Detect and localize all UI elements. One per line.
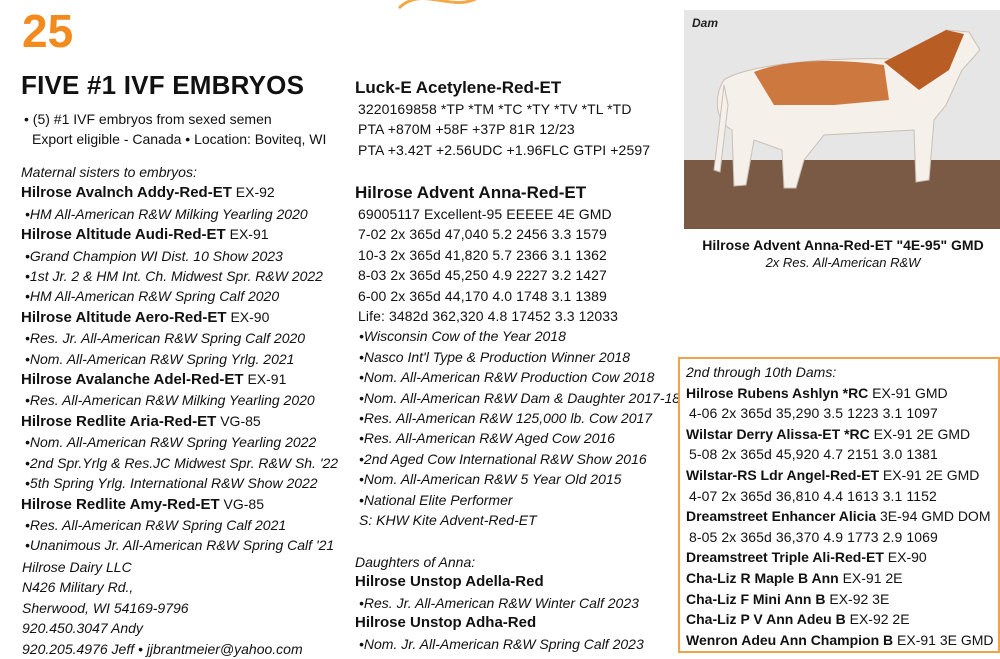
sister-score: VG-85 bbox=[216, 412, 261, 429]
ancestor-score: EX-91 3E GMD bbox=[893, 631, 994, 648]
dam-entry bbox=[686, 424, 998, 445]
sister-note: •Res. All-American R&W Spring Calf 2021 bbox=[25, 516, 287, 533]
ancestor-score: EX-90 bbox=[883, 549, 927, 566]
dam-sire-line: S: KHW Kite Advent-Red-ET bbox=[359, 512, 537, 529]
daughter-name: Hilrose Unstop Adha-Red bbox=[355, 614, 537, 632]
lot-headline: FIVE #1 IVF EMBRYOS bbox=[21, 70, 305, 100]
dam-section bbox=[355, 182, 680, 531]
contact-line: Hilrose Dairy LLC bbox=[22, 559, 132, 575]
daughters-heading: Daughters of Anna: bbox=[355, 554, 476, 570]
maternal-heading: Maternal sisters to embryos: bbox=[21, 164, 197, 180]
cow-illustration bbox=[684, 10, 1000, 229]
sister-note: •1st Jr. 2 & HM Int. Ch. Midwest Spr. R&W 2022 bbox=[25, 268, 323, 285]
dam-record: 10-3 2x 365d 41,820 5.7 2366 3.1 1362 bbox=[358, 246, 607, 263]
ancestor-name: Cha-Liz F Mini Ann B bbox=[686, 590, 826, 607]
dam-lifetime-record: Life: 3482d 362,320 4.8 17452 3.3 12033 bbox=[358, 308, 619, 325]
ancestor-score: EX-91 2E GMD bbox=[869, 425, 971, 442]
dams-heading: 2nd through 10th Dams: bbox=[686, 364, 837, 380]
ancestor-record: 5-08 2x 365d 45,920 4.7 2151 3.0 1381 bbox=[689, 446, 938, 463]
ancestor-record: 4-07 2x 365d 36,810 4.4 1613 3.1 1152 bbox=[689, 487, 937, 504]
daughter-note: •Nom. Jr. All-American R&W Spring Calf 2023 bbox=[359, 635, 644, 652]
ancestor-name: Hilrose Rubens Ashlyn *RC bbox=[686, 384, 869, 401]
ancestor-name: Cha-Liz R Maple B Ann bbox=[686, 569, 839, 586]
contact-email-line[interactable]: 920.205.4976 Jeff • jjbrantmeier@yahoo.com bbox=[22, 640, 303, 657]
ancestor-name: Wenron Adeu Ann Champion B bbox=[686, 631, 894, 648]
sister-note: •Res. Jr. All-American R&W Spring Calf 2020 bbox=[25, 330, 306, 347]
ancestor-score: 3E-94 GMD DOM bbox=[876, 508, 991, 525]
sire-line: PTA +870M +58F +37P 81R 12/23 bbox=[358, 121, 575, 138]
ancestor-score: EX-92 2E bbox=[845, 611, 910, 628]
dam-entry bbox=[686, 589, 998, 610]
dam-honor: •Res. All-American R&W Aged Cow 2016 bbox=[359, 430, 615, 447]
sister-note: •2nd Spr.Yrlg & Res.JC Midwest Spr. R&W Sh. '22 bbox=[25, 454, 339, 471]
dam-honor: •Nom. All-American R&W 5 Year Old 2015 bbox=[359, 471, 622, 488]
sister-name: Hilrose Redlite Aria-Red-ET bbox=[21, 412, 217, 430]
photo-label: Dam bbox=[692, 16, 719, 30]
ancestor-score: EX-91 2E GMD bbox=[879, 466, 980, 483]
offer-details bbox=[24, 109, 326, 150]
sister-entry bbox=[21, 411, 338, 432]
sister-score: VG-85 bbox=[219, 495, 265, 512]
sister-note: •HM All-American R&W Milking Yearling 2020 bbox=[25, 205, 308, 222]
sister-score: EX-91 bbox=[243, 371, 287, 388]
daughter-note: •Res. Jr. All-American R&W Winter Calf 2023 bbox=[359, 594, 639, 611]
dam-photo bbox=[684, 10, 1000, 229]
ancestor-score: EX-91 2E bbox=[838, 569, 903, 586]
dam-honor: •Res. All-American R&W 125,000 lb. Cow 2017 bbox=[359, 410, 653, 427]
dam-entry bbox=[686, 465, 998, 486]
sire-name: Luck-E Acetylene-Red-ET bbox=[355, 78, 562, 97]
ancestor-name: Wilstar-RS Ldr Angel-Red-ET bbox=[686, 466, 880, 483]
sister-note: •Nom. All-American R&W Spring Yearling 2022 bbox=[25, 434, 317, 451]
photo-caption-subtitle: 2x Res. All-American R&W bbox=[765, 255, 921, 270]
sire-line: 3220169858 *TP *TM *TC *TY *TV *TL *TD bbox=[358, 101, 632, 117]
ancestor-name: Dreamstreet Triple Ali-Red-ET bbox=[686, 549, 884, 566]
sister-name: Hilrose Redlite Amy-Red-ET bbox=[21, 495, 220, 513]
daughters-section bbox=[355, 552, 644, 654]
decorative-script-heading bbox=[395, 0, 605, 26]
ancestor-dams-box bbox=[678, 357, 1000, 653]
sister-score: EX-92 bbox=[231, 184, 275, 201]
contact-line: N426 Military Rd., bbox=[22, 579, 134, 596]
ancestor-record: 4-06 2x 365d 35,290 3.5 1223 3.1 1097 bbox=[689, 405, 938, 422]
sister-note: •Grand Champion WI Dist. 10 Show 2023 bbox=[25, 247, 283, 264]
dam-honor: •Wisconsin Cow of the Year 2018 bbox=[359, 328, 566, 345]
dam-entry bbox=[686, 630, 998, 651]
dam-record: 6-00 2x 365d 44,170 4.0 1748 3.1 1389 bbox=[358, 287, 607, 304]
ancestor-score: EX-91 GMD bbox=[868, 384, 948, 401]
photo-caption-title: Hilrose Advent Anna-Red-ET "4E-95" GMD bbox=[702, 237, 984, 253]
sire-section bbox=[355, 77, 650, 160]
dam-name: Hilrose Advent Anna-Red-ET bbox=[355, 183, 587, 202]
dam-entry bbox=[686, 383, 998, 404]
sister-entry bbox=[21, 182, 338, 203]
sister-note: •Nom. All-American R&W Spring Yrlg. 2021 bbox=[25, 350, 295, 367]
dam-record: 8-03 2x 365d 45,250 4.9 2227 3.2 1427 bbox=[358, 267, 607, 284]
contact-line: 920.450.3047 Andy bbox=[22, 620, 143, 637]
sire-line: PTA +3.42T +2.56UDC +1.96FLC GTPI +2597 bbox=[358, 141, 651, 158]
sister-note: •Unanimous Jr. All-American R&W Spring Calf '21 bbox=[25, 537, 335, 554]
ancestor-name: Dreamstreet Enhancer Alicia bbox=[686, 508, 877, 525]
ancestor-score: EX-92 3E bbox=[825, 590, 890, 607]
sister-entry bbox=[21, 307, 338, 328]
ancestor-name: Wilstar Derry Alissa-ET *RC bbox=[686, 425, 870, 442]
sister-name: Hilrose Avalnch Addy-Red-ET bbox=[21, 184, 232, 202]
offer-line-1: • (5) #1 IVF embryos from sexed semen bbox=[24, 111, 272, 127]
dam-record: 7-02 2x 365d 47,040 5.2 2456 3.3 1579 bbox=[358, 226, 607, 243]
contact-line: Sherwood, WI 54169-9796 bbox=[22, 599, 189, 616]
dam-honor: •Nasco Int'l Type & Production Winner 2018 bbox=[359, 348, 630, 365]
photo-caption bbox=[684, 236, 1000, 272]
sister-name: Hilrose Avalanche Adel-Red-ET bbox=[21, 371, 244, 389]
offer-line-2: Export eligible - Canada • Location: Boviteq, WI bbox=[32, 131, 327, 148]
contact-block bbox=[22, 557, 303, 659]
ancestor-name: Cha-Liz P V Ann Adeu B bbox=[686, 611, 846, 628]
dam-entry bbox=[686, 609, 998, 630]
sister-entry bbox=[21, 494, 338, 515]
ancestor-record: 8-05 2x 365d 36,370 4.9 1773 2.9 1069 bbox=[689, 528, 938, 545]
sister-name: Hilrose Altitude Audi-Red-ET bbox=[21, 226, 226, 244]
dam-honor: •2nd Aged Cow International R&W Show 2016 bbox=[359, 450, 647, 467]
lot-number: 25 bbox=[22, 5, 74, 57]
daughter-name: Hilrose Unstop Adella-Red bbox=[355, 573, 544, 591]
sister-entry bbox=[21, 369, 338, 390]
dam-entry bbox=[686, 547, 998, 568]
maternal-sisters-section bbox=[21, 162, 338, 556]
dam-honor: •Nom. All-American R&W Production Cow 2018 bbox=[359, 369, 655, 386]
dam-entry bbox=[686, 568, 998, 589]
sister-name: Hilrose Altitude Aero-Red-ET bbox=[21, 308, 227, 326]
dam-honor: •Nom. All-American R&W Dam & Daughter 2017-18 bbox=[359, 389, 681, 406]
dam-honor: •National Elite Performer bbox=[359, 491, 513, 508]
sister-score: EX-91 bbox=[225, 226, 269, 243]
sister-note: •HM All-American R&W Spring Calf 2020 bbox=[25, 288, 280, 305]
dam-entry bbox=[686, 506, 998, 527]
sister-score: EX-90 bbox=[226, 308, 270, 325]
sister-note: •Res. All-American R&W Milking Yearling 2020 bbox=[25, 392, 315, 409]
sister-entry bbox=[21, 224, 338, 245]
sister-note: •5th Spring Yrlg. International R&W Show 2022 bbox=[25, 475, 318, 492]
dam-registration: 69005117 Excellent-95 EEEEE 4E GMD bbox=[358, 206, 612, 222]
